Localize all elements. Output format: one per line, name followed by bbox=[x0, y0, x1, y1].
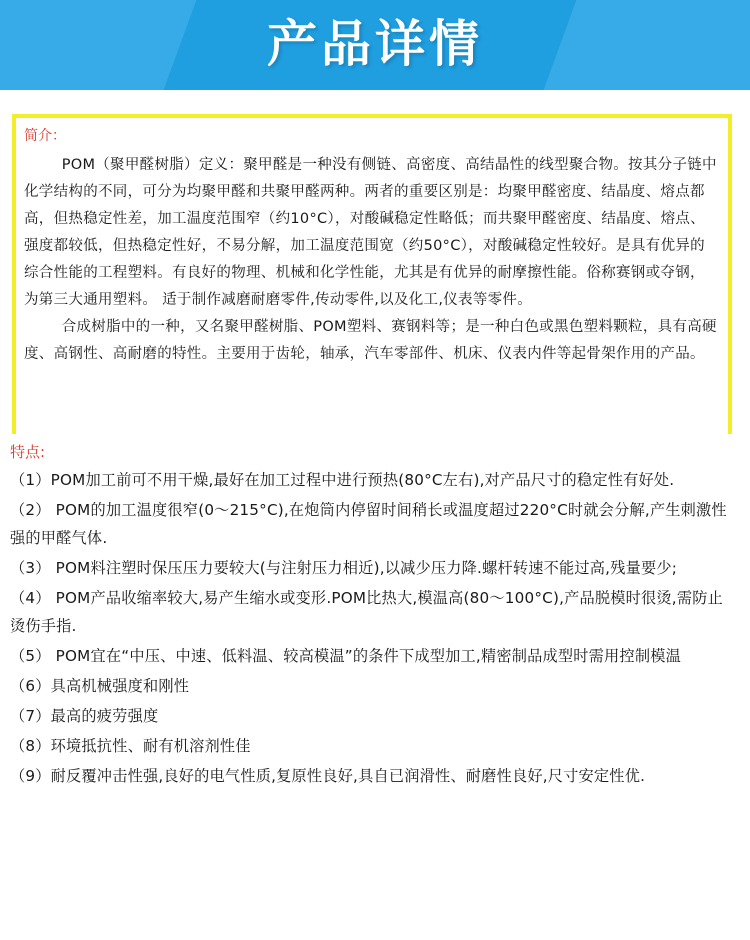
features-section bbox=[0, 434, 750, 790]
feature-item: （6）具高机械强度和刚性 bbox=[10, 677, 190, 695]
page-title: 产品详情 bbox=[267, 15, 483, 73]
banner-decor-stripe bbox=[0, 0, 196, 90]
intro-box bbox=[12, 114, 732, 434]
intro-paragraph: 合成树脂中的一种，又名聚甲醛树脂、POM塑料、赛钢料等；是一种白色或黑色塑料颗粒，具有高硬度、高钢性、高耐磨的特性。主要用于齿轮，轴承，汽车零部件、机床、仪表内件等起骨架作用的产品。 bbox=[24, 319, 717, 362]
feature-item: （3） POM料注塑时保压压力要较大(与注射压力相近),以减少压力降.螺杆转速不能过高,残量要少; bbox=[10, 559, 678, 577]
features-label: 特点: bbox=[10, 443, 46, 461]
feature-item: （7）最高的疲劳强度 bbox=[10, 707, 159, 725]
feature-item: （4） POM产品收缩率较大,易产生缩水或变形.POM比热大,模温高(80～100°C),产品脱模时很烫,需防止烫伤手指. bbox=[10, 589, 723, 635]
intro-paragraph: POM（聚甲醛树脂）定义：聚甲醛是一种没有侧链、高密度、高结晶性的线型聚合物。按其分子链中化学结构的不同，可分为均聚甲醛和共聚甲醛两种。两者的重要区别是：均聚甲醛密度、结晶度、熔点都高，但热稳定性差，加工温度范围窄（约10°C），对酸碱稳定性略低；而共聚甲醛密度、结晶度、熔点、强度都较低，但热稳定性好，不易分解，加工温度范围宽（约50°C），对酸碱稳定性较好。是具有优异的综合性能的工程塑料。有良好的物理、机械和化学性能，尤其是有优异的耐摩擦性能。俗称赛钢或夺钢，为第三大通用塑料。 适于制作减磨耐磨零件,传动零件,以及化工,仪表等零件。 bbox=[24, 157, 717, 308]
feature-item: （2） POM的加工温度很窄(0～215°C),在炮筒内停留时间稍长或温度超过220°C时就会分解,产生刺激性强的甲醛气体. bbox=[10, 501, 727, 547]
feature-item: （9）耐反覆冲击性强,良好的电气性质,复原性良好,具自已润滑性、耐磨性良好,尺寸安定性优. bbox=[10, 767, 646, 785]
feature-item: （8）环境抵抗性、耐有机溶剂性佳 bbox=[10, 737, 251, 755]
banner-decor-stripe bbox=[544, 0, 750, 90]
feature-item: （1）POM加工前可不用干燥,最好在加工过程中进行预热(80°C左右),对产品尺寸的稳定性有好处. bbox=[10, 471, 675, 489]
feature-item: （5） POM宜在“中压、中速、低料温、较高模温”的条件下成型加工,精密制品成型时需用控制模温 bbox=[10, 647, 681, 665]
intro-label: 简介： bbox=[24, 128, 66, 144]
header-banner bbox=[0, 0, 750, 90]
